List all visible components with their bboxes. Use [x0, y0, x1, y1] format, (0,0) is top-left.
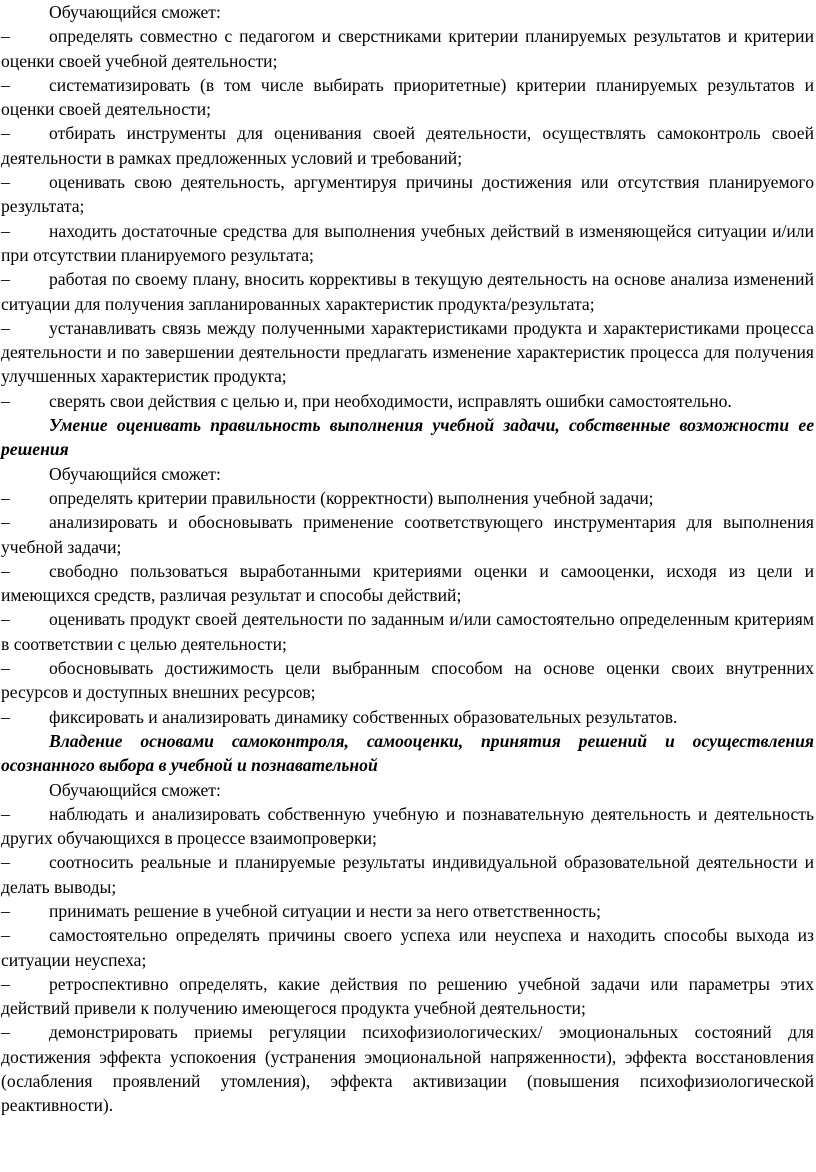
bullet-dash: – [1, 512, 10, 533]
bullet-dash: – [1, 852, 10, 873]
bullet-dash: – [1, 1022, 10, 1043]
bullet-dash: – [1, 973, 10, 994]
list-item: – оценивать продукт своей деятельности по заданным и/или самостоятельно определенным критериям в соответствии с целью деятельности; [1, 609, 814, 654]
section-1-intro: Обучающийся сможет: [49, 2, 221, 22]
bullet-dash: – [1, 123, 10, 144]
list-item: – устанавливать связь между полученными характеристиками продукта и характеристиками процесса деятельности и по завершении деятельности предлагать изменение характеристик процесса для получения улучшенных характеристик продукта; [1, 317, 814, 387]
section-3-intro: Обучающийся сможет: [49, 779, 221, 800]
bullet-dash: – [1, 220, 10, 241]
section-3-heading: Владение основами самоконтроля, самооценки, принятия решений и осуществления осознанного выбора в учебной и познавательной [1, 730, 814, 776]
list-item: – сверять свои действия с целью и, при необходимости, исправлять ошибки самостоятельно. [1, 389, 814, 413]
list-item: – определять критерии правильности (корректности) выполнения учебной задачи; [1, 486, 814, 510]
bullet-dash: – [1, 487, 10, 508]
list-item: – систематизировать (в том числе выбирать приоритетные) критерии планируемых результатов и оценки своей деятельности; [1, 74, 814, 120]
bullet-dash: – [1, 658, 10, 679]
list-item: – принимать решение в учебной ситуации и нести за него ответственность; [1, 899, 814, 923]
bullet-dash: – [1, 172, 10, 193]
section-2-heading: Умение оценивать правильность выполнения учебной задачи, собственные возможности ее решения [1, 415, 814, 460]
list-item: – наблюдать и анализировать собственную учебную и познавательную деятельность и деятельность других обучающихся в процессе взаимопроверки; [1, 803, 814, 849]
list-item: – отбирать инструменты для оценивания своей деятельности, осуществлять самоконтроль своей деятельности в рамках предложенных условий и требований; [1, 123, 814, 168]
list-item: – соотносить реальные и планируемые результаты индивидуальной образовательной деятельности и делать выводы; [1, 852, 814, 897]
list-item: – анализировать и обосновывать применение соответствующего инструментария для выполнения учебной задачи; [1, 512, 814, 557]
bullet-dash: – [1, 317, 10, 338]
bullet-dash: – [1, 925, 10, 946]
list-item: – демонстрировать приемы регуляции психофизиологических/ эмоциональных состояний для достижения эффекта успокоения (устранения эмоциональной напряженности), эффекта восстановления (ослабления проявлений утомления), эффекта активизации (повышения психофизиологической реактивности). [1, 1022, 814, 1116]
bullet-dash: – [1, 74, 10, 95]
bullet-dash: – [1, 900, 10, 921]
bullet-dash: – [1, 269, 10, 290]
list-item: – находить достаточные средства для выполнения учебных действий в изменяющейся ситуации и/или при отсутствии планируемого результата; [1, 220, 814, 265]
list-item: – самостоятельно определять причины своего успеха или неуспеха и находить способы выхода из ситуации неуспеха; [1, 925, 814, 970]
list-item: – обосновывать достижимость цели выбранным способом на основе оценки своих внутренних ресурсов и доступных внешних ресурсов; [1, 658, 814, 703]
section-2-intro: Обучающийся сможет: [49, 463, 221, 484]
bullet-dash: – [1, 26, 10, 47]
bullet-dash: – [1, 560, 10, 581]
bullet-dash: – [1, 609, 10, 630]
list-item: – свободно пользоваться выработанными критериями оценки и самооценки, исходя из цели и имеющихся средств, различая результат и способы действий; [1, 560, 814, 606]
list-item: – работая по своему плану, вносить коррективы в текущую деятельность на основе анализа изменений ситуации для получения запланированных характеристик продукта/результата; [1, 269, 814, 314]
bullet-dash: – [1, 803, 10, 824]
list-item: – оценивать свою деятельность, аргументируя причины достижения или отсутствия планируемого результата; [1, 172, 814, 217]
list-item: – определять совместно с педагогом и сверстниками критерии планируемых результатов и критерии оценки своей учебной деятельности; [1, 26, 814, 71]
list-item: – ретроспективно определять, какие действия по решению учебной задачи или параметры этих действий привели к получению имеющегося продукта учебной деятельности; [1, 973, 814, 1019]
bullet-dash: – [1, 706, 10, 727]
bullet-dash: – [1, 390, 10, 411]
list-item: – фиксировать и анализировать динамику собственных образовательных результатов. [1, 705, 814, 729]
